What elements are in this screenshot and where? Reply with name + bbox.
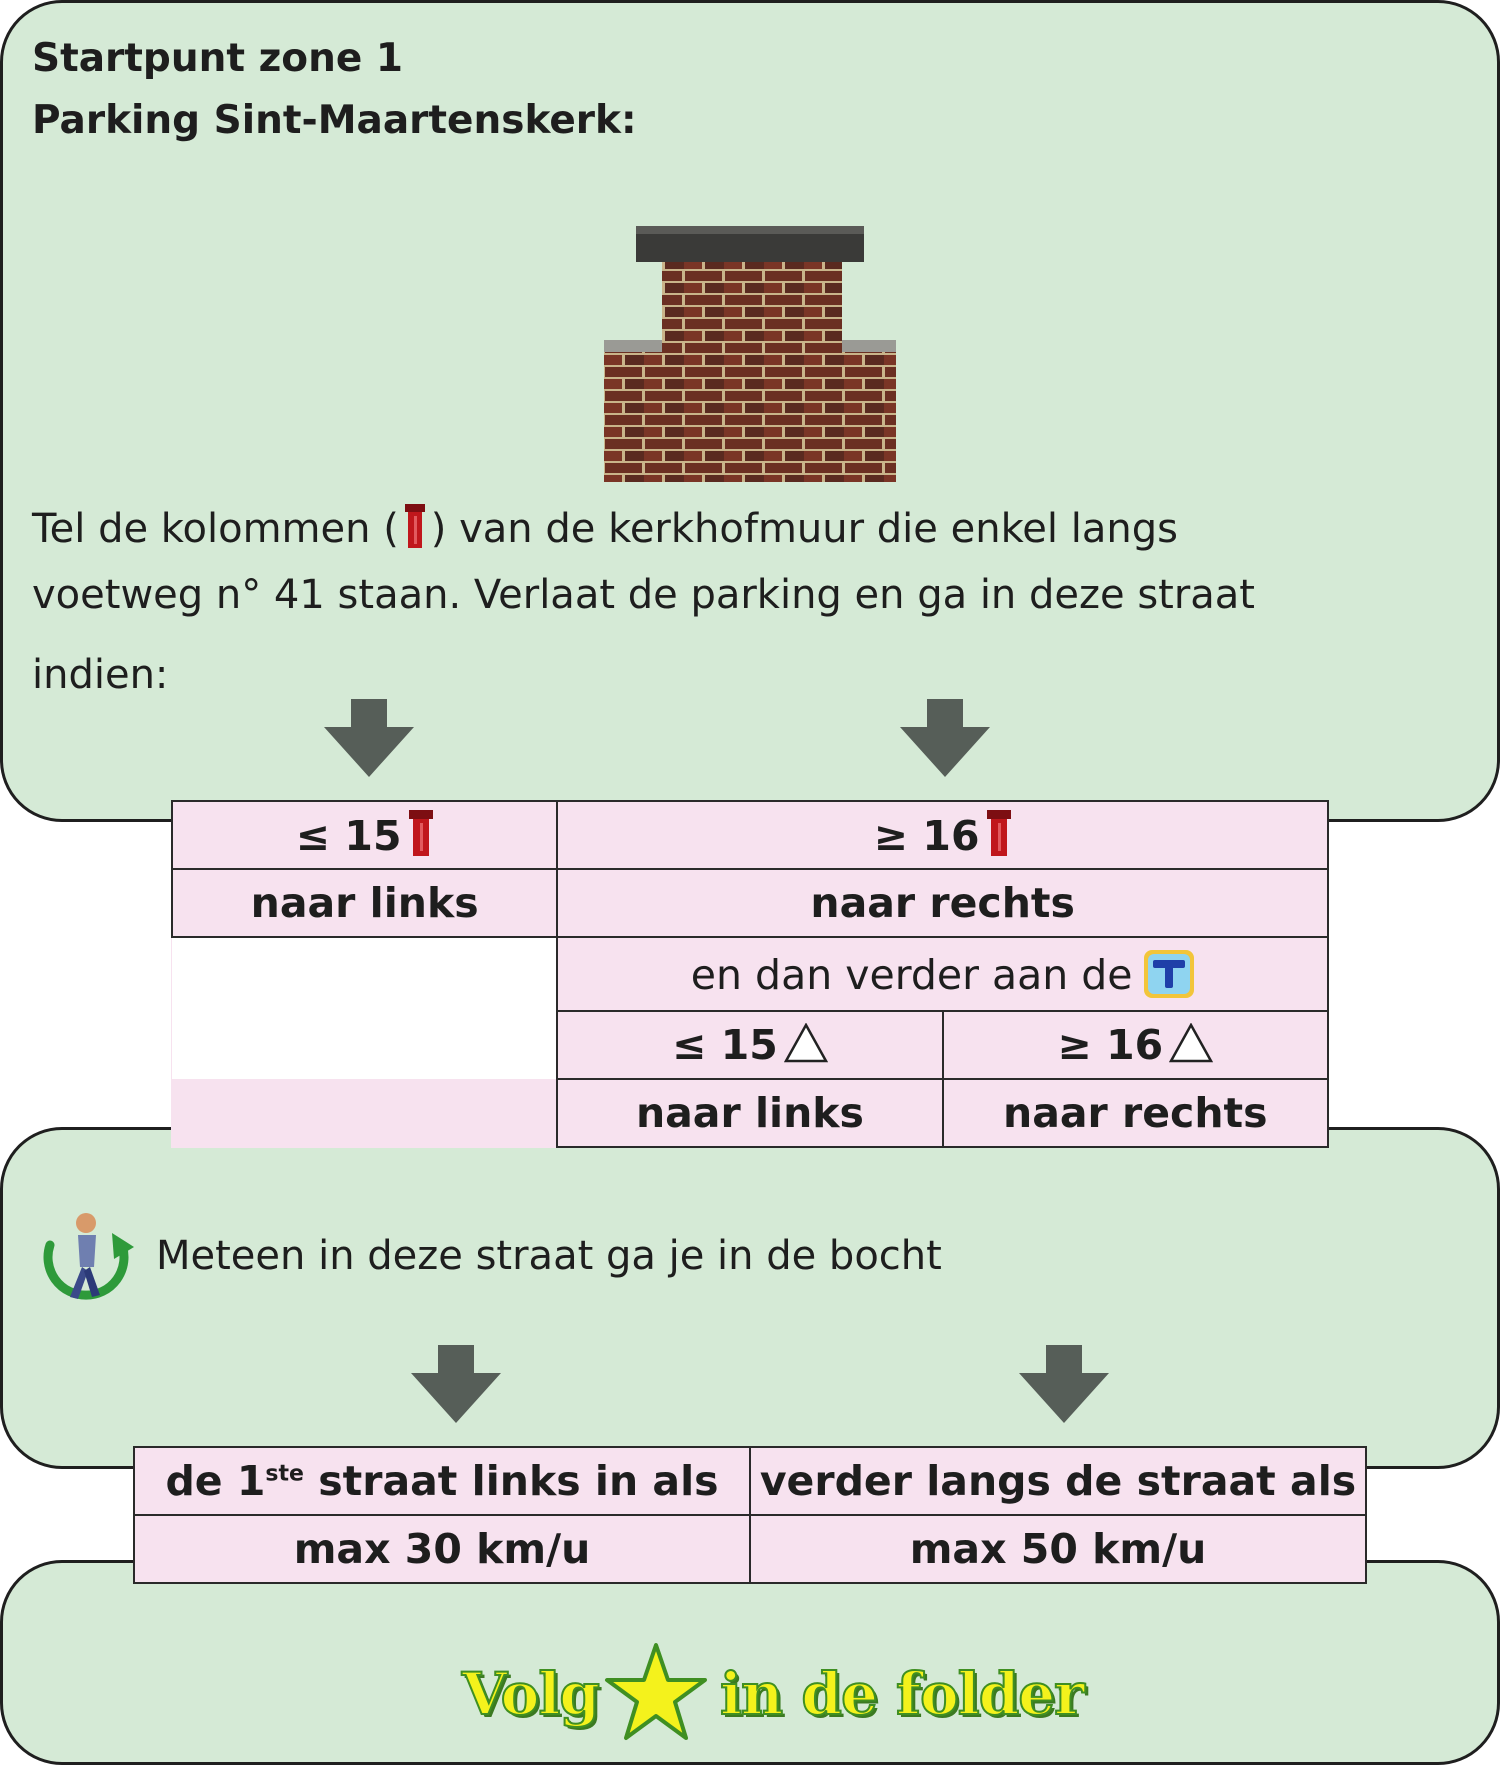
empty-cell: [172, 937, 557, 1011]
header-continue-street: verder langs de straat als: [750, 1447, 1366, 1515]
star-icon: [604, 1642, 708, 1742]
middle-panel: [0, 1127, 1500, 1469]
page-title-line2: Parking Sint-Maartenskerk:: [32, 98, 637, 143]
speed-30: max 30 km/u: [134, 1515, 750, 1583]
instruction-line3: indien:: [32, 652, 169, 698]
header-first-street-left: de 1ste straat links in als: [134, 1447, 750, 1515]
page-title-line1: Startpunt zone 1: [32, 36, 404, 81]
condition-ge16: ≥ 16: [557, 801, 1328, 869]
speed-table: [133, 1446, 1367, 1584]
down-arrow-right: [900, 699, 990, 779]
sub-action-left: naar links: [557, 1079, 942, 1147]
subheader-cell: en dan verder aan de: [557, 937, 1328, 1011]
sub-condition-ge16: ≥ 16: [943, 1011, 1328, 1079]
instruction-text-b: ) van de kerkhofmuur die enkel langs: [430, 506, 1178, 552]
instruction-line1: [32, 496, 1452, 562]
condition-le15: ≤ 15: [172, 801, 557, 869]
red-column-icon: [405, 504, 425, 548]
down-arrow-left-2: [411, 1345, 501, 1425]
instruction-line2: voetweg n° 41 staan. Verlaat de parking en ga in deze straat: [32, 572, 1255, 618]
walker-u-turn-icon: [30, 1205, 138, 1313]
instruction-text-a: Tel de kolommen (: [32, 506, 399, 552]
red-column-icon: [409, 810, 433, 856]
red-column-icon: [987, 810, 1011, 856]
down-arrow-left: [324, 699, 414, 779]
brick-column-photo: [604, 222, 896, 482]
speed-50: max 50 km/u: [750, 1515, 1366, 1583]
footer-in-de-folder: in de folder: [720, 1660, 1084, 1728]
empty-cell: [172, 1011, 557, 1079]
t-junction-icon: [1143, 949, 1195, 999]
action-left: naar links: [172, 869, 557, 937]
sub-action-right: naar rechts: [943, 1079, 1328, 1147]
triangle-icon: [784, 1023, 828, 1063]
action-right: naar rechts: [557, 869, 1328, 937]
empty-cell: [172, 1079, 557, 1147]
decision-table-1: [171, 800, 1329, 1148]
triangle-icon: [1169, 1023, 1213, 1063]
sub-condition-le15: ≤ 15: [557, 1011, 942, 1079]
footer-volg: Volg: [462, 1660, 599, 1728]
section2-text: Meteen in deze straat ga je in de bocht: [156, 1233, 942, 1279]
down-arrow-right-2: [1019, 1345, 1109, 1425]
